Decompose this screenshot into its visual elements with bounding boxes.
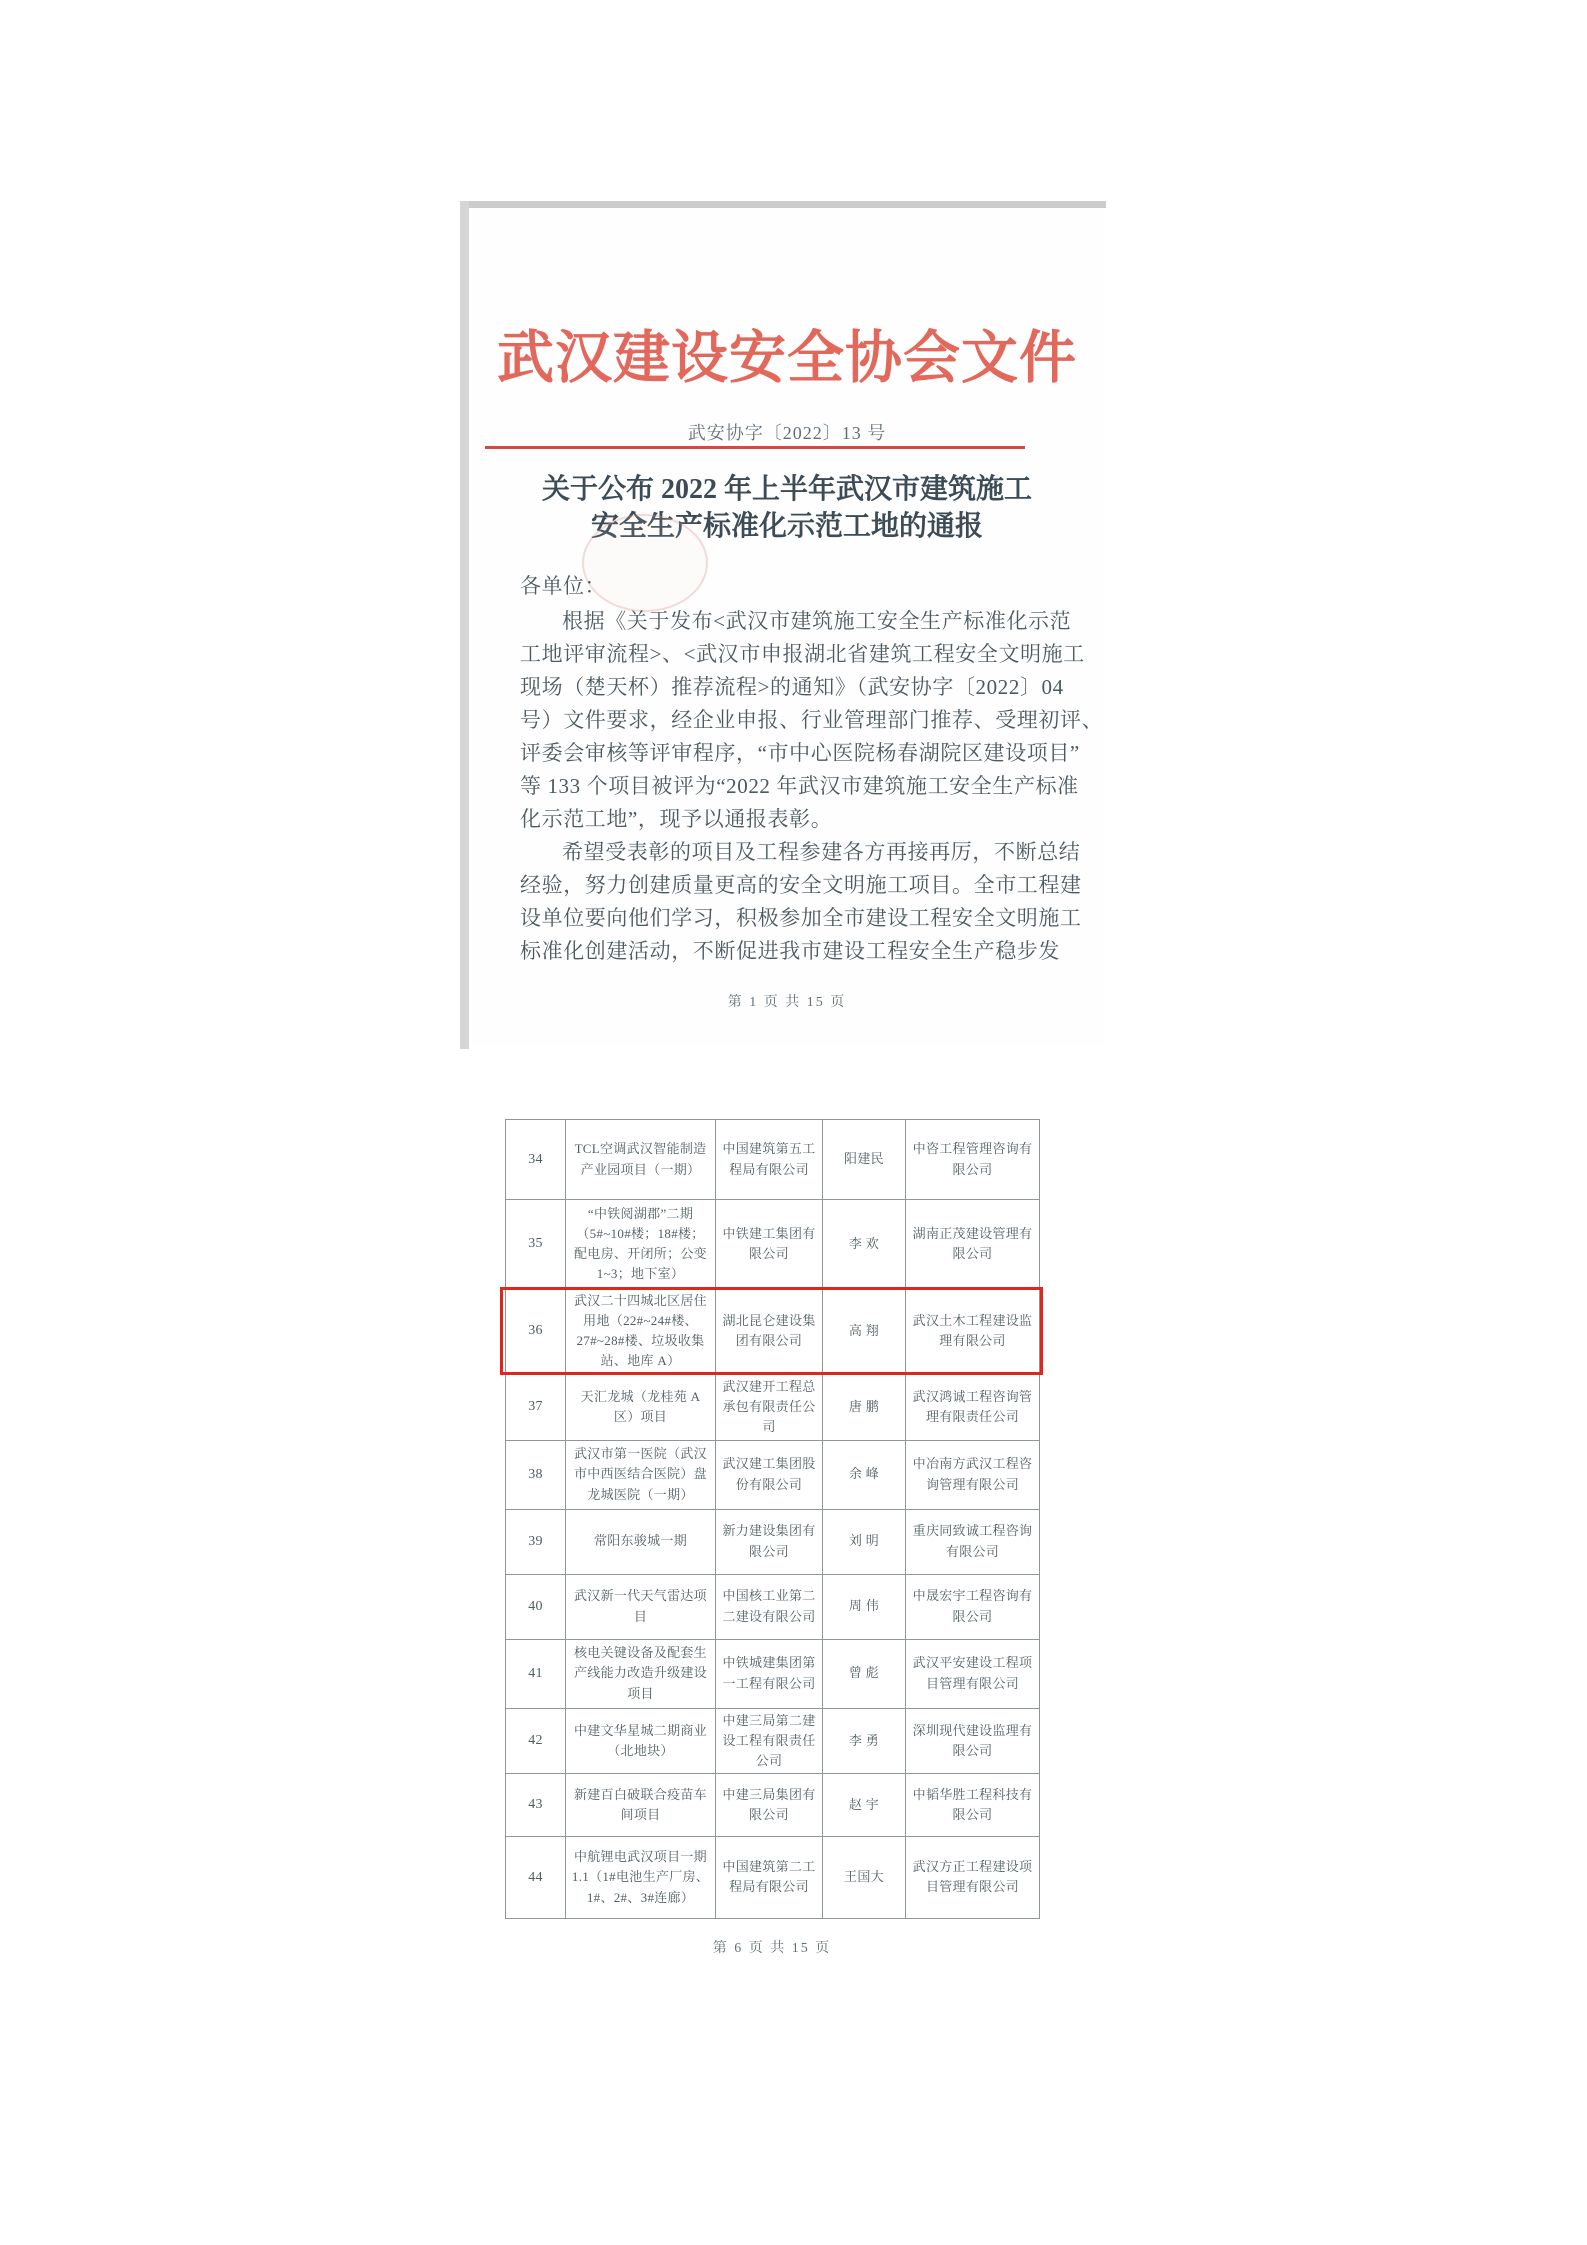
cell-project-name: 核电关键设备及配套生产线能力改造升级建设项目 xyxy=(566,1639,716,1708)
page1-footer: 第 1 页 共 15 页 xyxy=(727,995,847,1010)
cell-construction-company: 中铁城建集团第一工程有限公司 xyxy=(716,1639,823,1708)
body-text-line: 希望受表彰的项目及工程参建各方再接再厉，不断总结 xyxy=(562,840,1081,864)
cell-supervision-company: 武汉土木工程建设监理有限公司 xyxy=(906,1289,1040,1375)
cell-serial-number: 35 xyxy=(506,1200,566,1289)
cell-serial-number: 44 xyxy=(506,1836,566,1918)
table-row xyxy=(506,1374,1040,1440)
cell-supervision-company: 中韬华胜工程科技有限公司 xyxy=(906,1773,1040,1836)
document-title xyxy=(470,471,1104,545)
table-row xyxy=(506,1509,1040,1574)
document-title-line1: 关于公布 2022 年上半年武汉市建筑施工 xyxy=(541,474,1032,505)
cell-project-name: TCL空调武汉智能制造产业园项目（一期） xyxy=(566,1120,716,1200)
cell-project-name: 常阳东骏城一期 xyxy=(566,1509,716,1574)
cell-project-manager: 李 欢 xyxy=(823,1200,906,1289)
cell-project-name: 新建百白破联合疫苗车间项目 xyxy=(566,1773,716,1836)
cell-project-manager: 唐 鹏 xyxy=(823,1374,906,1440)
cell-project-manager: 李 勇 xyxy=(823,1708,906,1773)
cell-project-name: 武汉市第一医院（武汉市中西医结合医院）盘龙城医院（一期） xyxy=(566,1440,716,1509)
cell-project-name: “中铁阅湖郡”二期（5#~10#楼；18#楼；配电房、开闭所；公变 1~3；地下室） xyxy=(566,1200,716,1289)
body-text xyxy=(520,605,1104,968)
cell-serial-number: 37 xyxy=(506,1374,566,1440)
body-text-line: 工地评审流程>、<武汉市申报湖北省建筑工程安全文明施工 xyxy=(520,642,1085,666)
cell-serial-number: 40 xyxy=(506,1574,566,1639)
cell-supervision-company: 武汉鸿诚工程咨询管理有限责任公司 xyxy=(906,1374,1040,1440)
table-row xyxy=(506,1440,1040,1509)
cell-supervision-company: 武汉平安建设工程项目管理有限公司 xyxy=(906,1639,1040,1708)
cell-construction-company: 中铁建工集团有限公司 xyxy=(716,1200,823,1289)
table-row xyxy=(506,1574,1040,1639)
cell-serial-number: 43 xyxy=(506,1773,566,1836)
cell-serial-number: 41 xyxy=(506,1639,566,1708)
cell-project-manager: 余 峰 xyxy=(823,1440,906,1509)
cell-construction-company: 湖北昆仑建设集团有限公司 xyxy=(716,1289,823,1375)
body-text-line: 现场（楚天杯）推荐流程>的通知》（武安协字〔2022〕04 xyxy=(520,675,1064,699)
cell-project-name: 中航锂电武汉项目一期 1.1（1#电池生产厂房、1#、2#、3#连廊） xyxy=(566,1836,716,1918)
table-row xyxy=(506,1120,1040,1200)
cell-serial-number: 42 xyxy=(506,1708,566,1773)
body-text-line: 号）文件要求，经企业申报、行业管理部门推荐、受理初评、 xyxy=(520,708,1104,732)
cell-project-name: 天汇龙城（龙桂苑 A 区）项目 xyxy=(566,1374,716,1440)
cell-project-manager: 阳建民 xyxy=(823,1120,906,1200)
cell-serial-number: 38 xyxy=(506,1440,566,1509)
red-divider-rule xyxy=(485,446,1025,449)
cell-serial-number: 39 xyxy=(506,1509,566,1574)
cell-supervision-company: 中咨工程管理咨询有限公司 xyxy=(906,1120,1040,1200)
body-text-line: 根据《关于发布<武汉市建筑施工安全生产标准化示范 xyxy=(562,609,1072,633)
table-row xyxy=(506,1836,1040,1918)
cell-supervision-company: 武汉方正工程建设项目管理有限公司 xyxy=(906,1836,1040,1918)
cell-construction-company: 中国建筑第五工程局有限公司 xyxy=(716,1120,823,1200)
cell-supervision-company: 重庆同致诚工程咨询有限公司 xyxy=(906,1509,1040,1574)
page6-footer: 第 6 页 共 15 页 xyxy=(712,1940,832,1956)
cell-serial-number: 36 xyxy=(506,1289,566,1375)
cell-project-manager: 王国大 xyxy=(823,1836,906,1918)
body-text-line: 经验，努力创建质量更高的安全文明施工项目。全市工程建 xyxy=(520,873,1082,897)
table-row xyxy=(506,1708,1040,1773)
cell-project-name: 武汉二十四城北区居住用地（22#~24#楼、27#~28#楼、垃圾收集站、地库 A） xyxy=(566,1289,716,1375)
document-page-6 xyxy=(505,1119,1039,1957)
document-title-line2: 安全生产标准化示范工地的通报 xyxy=(590,511,983,542)
doc-number: 武安协字〔2022〕13 号 xyxy=(687,423,887,443)
table-row xyxy=(506,1773,1040,1836)
cell-construction-company: 武汉建开工程总承包有限责任公司 xyxy=(716,1374,823,1440)
demonstration-site-table xyxy=(505,1119,1040,1919)
cell-construction-company: 新力建设集团有限公司 xyxy=(716,1509,823,1574)
body-text-line: 化示范工地”，现予以通报表彰。 xyxy=(520,807,833,831)
cell-project-manager: 高 翔 xyxy=(823,1289,906,1375)
cell-supervision-company: 湖南正茂建设管理有限公司 xyxy=(906,1200,1040,1289)
cell-construction-company: 中国核工业第二二建设有限公司 xyxy=(716,1574,823,1639)
body-text-line: 标准化创建活动，不断促进我市建设工程安全生产稳步发 xyxy=(520,939,1060,963)
table-row xyxy=(506,1200,1040,1289)
body-text-line: 设单位要向他们学习，积极参加全市建设工程安全文明施工 xyxy=(520,906,1082,930)
cell-serial-number: 34 xyxy=(506,1120,566,1200)
cell-construction-company: 中建三局集团有限公司 xyxy=(716,1773,823,1836)
table-row xyxy=(506,1639,1040,1708)
salutation: 各单位： xyxy=(520,574,606,598)
table-row xyxy=(506,1289,1040,1375)
cell-project-manager: 周 伟 xyxy=(823,1574,906,1639)
cell-project-manager: 刘 明 xyxy=(823,1509,906,1574)
letterhead-org-title: 武汉建设安全协会文件 xyxy=(497,327,1077,390)
cell-construction-company: 中建三局第二建设工程有限责任公司 xyxy=(716,1708,823,1773)
cell-supervision-company: 中冶南方武汉工程咨询管理有限公司 xyxy=(906,1440,1040,1509)
document-page-1 xyxy=(470,208,1104,1046)
body-text-line: 等 133 个项目被评为“2022 年武汉市建筑施工安全生产标准 xyxy=(520,774,1079,798)
cell-construction-company: 武汉建工集团股份有限公司 xyxy=(716,1440,823,1509)
cell-supervision-company: 深圳现代建设监理有限公司 xyxy=(906,1708,1040,1773)
cell-project-name: 武汉新一代天气雷达项目 xyxy=(566,1574,716,1639)
cell-supervision-company: 中晟宏宇工程咨询有限公司 xyxy=(906,1574,1040,1639)
body-text-line: 评委会审核等评审程序，“市中心医院杨春湖院区建设项目” xyxy=(520,741,1080,765)
cell-project-name: 中建文华星城二期商业（北地块） xyxy=(566,1708,716,1773)
cell-construction-company: 中国建筑第二工程局有限公司 xyxy=(716,1836,823,1918)
cell-project-manager: 曾 彪 xyxy=(823,1639,906,1708)
cell-project-manager: 赵 宇 xyxy=(823,1773,906,1836)
